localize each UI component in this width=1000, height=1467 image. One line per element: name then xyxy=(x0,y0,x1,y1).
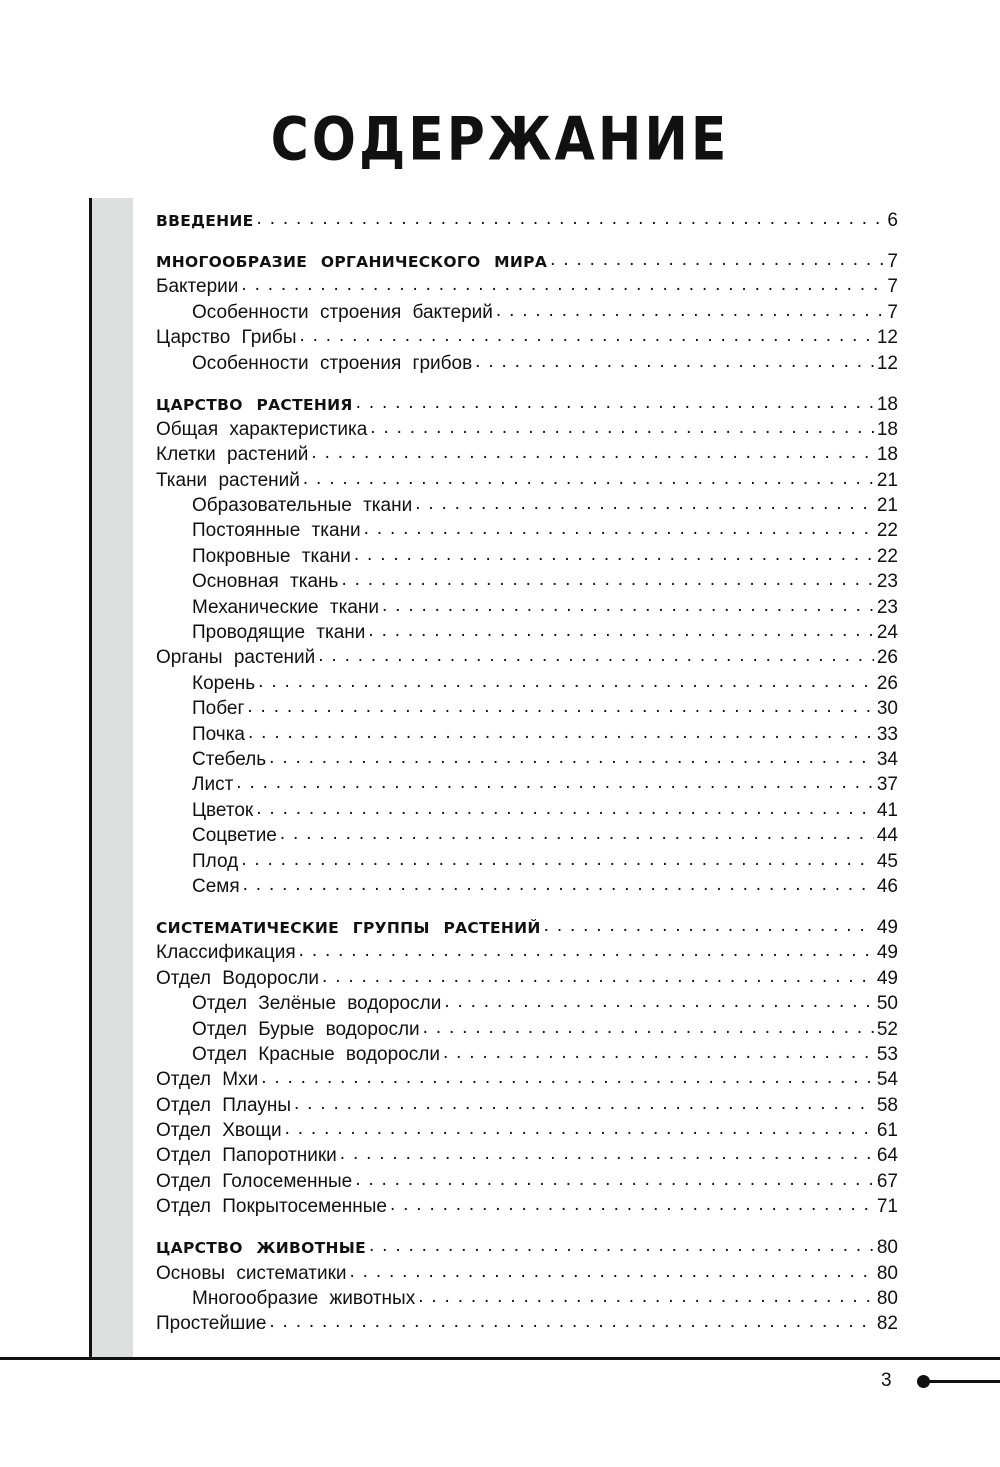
toc-entry[interactable] xyxy=(156,823,898,848)
toc-entry-label: Отдел Папоротники xyxy=(156,1145,337,1167)
toc-section-entry[interactable] xyxy=(156,249,898,274)
toc-entry[interactable] xyxy=(156,991,898,1016)
toc-entry-label: Особенности строения бактерий xyxy=(192,301,493,323)
dot-leader xyxy=(356,390,874,415)
toc-entry[interactable] xyxy=(156,1118,898,1143)
dot-leader xyxy=(269,745,874,770)
toc-entry[interactable] xyxy=(156,569,898,594)
dot-leader xyxy=(311,440,873,465)
toc-entry-page: 26 xyxy=(876,672,898,694)
dot-leader xyxy=(241,847,874,872)
toc-entry[interactable] xyxy=(156,274,898,299)
toc-entry-page: 54 xyxy=(876,1069,898,1091)
toc-entry-label: СИСТЕМАТИЧЕСКИЕ ГРУППЫ РАСТЕНИЙ xyxy=(156,918,541,937)
toc-entry[interactable] xyxy=(156,1017,898,1042)
toc-entry-label: ЦАРСТВО ЖИВОТНЫЕ xyxy=(156,1239,367,1258)
dot-leader xyxy=(355,1167,874,1192)
toc-entry-page: 18 xyxy=(876,418,898,440)
toc-entry-label: МНОГООБРАЗИЕ ОРГАНИЧЕСКОГО МИРА xyxy=(156,252,548,271)
toc-entry[interactable] xyxy=(156,671,898,696)
toc-entry-label: Ткани растений xyxy=(156,469,300,491)
dot-leader xyxy=(364,516,874,541)
toc-entry[interactable] xyxy=(156,1169,898,1194)
toc-entry-label: Клетки растений xyxy=(156,444,309,466)
toc-entry-label: Побег xyxy=(192,698,245,720)
toc-entry[interactable] xyxy=(156,1286,898,1311)
toc-entry-page: 49 xyxy=(876,916,898,938)
toc-entry-label: Простейшие xyxy=(156,1313,267,1335)
dot-leader xyxy=(544,913,874,938)
page-title: СОДЕРЖАНИЕ xyxy=(270,105,730,175)
toc-entry[interactable] xyxy=(156,722,898,747)
toc-section-entry[interactable] xyxy=(156,392,898,417)
dot-leader xyxy=(390,1192,874,1217)
dot-leader xyxy=(294,1091,874,1116)
table-of-contents xyxy=(156,208,898,1337)
toc-entry-label: Органы растений xyxy=(156,647,316,669)
dot-leader xyxy=(303,466,874,491)
toc-entry-page: 80 xyxy=(876,1262,898,1284)
toc-entry[interactable] xyxy=(156,1311,898,1336)
toc-entry-page: 64 xyxy=(876,1145,898,1167)
dot-leader xyxy=(247,694,873,719)
toc-entry-page: 21 xyxy=(876,469,898,491)
toc-entry[interactable] xyxy=(156,645,898,670)
toc-entry-page: 71 xyxy=(876,1196,898,1218)
toc-entry-label: Многообразие животных xyxy=(192,1288,416,1309)
toc-entry-label: Царство Грибы xyxy=(156,327,297,349)
footer-rule xyxy=(0,1357,1000,1360)
toc-entry-page: 23 xyxy=(876,596,898,618)
toc-entry[interactable] xyxy=(156,518,898,543)
toc-entry[interactable] xyxy=(156,1194,898,1219)
toc-entry-page: 52 xyxy=(876,1018,898,1040)
toc-entry-label: Механические ткани xyxy=(192,596,379,618)
dot-leader xyxy=(257,206,885,231)
toc-entry-label: Стебель xyxy=(192,749,267,770)
toc-entry-page: 24 xyxy=(876,622,898,644)
dot-leader xyxy=(236,770,874,795)
toc-entry-page: 53 xyxy=(876,1043,898,1065)
toc-entry-page: 18 xyxy=(876,393,898,415)
toc-entry[interactable] xyxy=(156,849,898,874)
dot-leader xyxy=(415,491,874,516)
toc-entry[interactable] xyxy=(156,1143,898,1168)
toc-entry[interactable] xyxy=(156,1042,898,1067)
toc-entry-label: ВВЕДЕНИЕ xyxy=(156,212,254,230)
toc-entry-page: 22 xyxy=(876,520,898,542)
toc-entry-page: 18 xyxy=(876,444,898,466)
toc-entry-label: Отдел Мхи xyxy=(156,1069,259,1091)
dot-leader xyxy=(550,247,884,272)
toc-entry[interactable] xyxy=(156,442,898,467)
dot-leader xyxy=(299,323,873,348)
footer-line xyxy=(925,1380,1000,1383)
toc-entry-page: 80 xyxy=(876,1288,898,1309)
toc-entry-page: 12 xyxy=(876,327,898,349)
toc-entry-label: Корень xyxy=(192,672,256,694)
toc-entry[interactable] xyxy=(156,1261,898,1286)
toc-entry[interactable] xyxy=(156,544,898,569)
toc-entry-page: 45 xyxy=(876,850,898,872)
toc-entry[interactable] xyxy=(156,493,898,518)
toc-entry-label: ЦАРСТВО РАСТЕНИЯ xyxy=(156,395,353,414)
toc-entry-label: Особенности строения грибов xyxy=(192,352,473,374)
toc-entry[interactable] xyxy=(156,874,898,899)
margin-band xyxy=(92,198,133,1359)
toc-entry[interactable] xyxy=(156,966,898,991)
dot-leader xyxy=(370,415,874,440)
dot-leader xyxy=(341,567,873,592)
dot-leader xyxy=(258,669,874,694)
dot-leader xyxy=(318,643,874,668)
toc-entry[interactable] xyxy=(156,772,898,797)
toc-entry-label: Отдел Плауны xyxy=(156,1094,291,1116)
toc-entry-label: Отдел Покрытосеменные xyxy=(156,1196,387,1218)
toc-entry-label: Бактерии xyxy=(156,276,239,298)
toc-entry-page: 44 xyxy=(876,825,898,847)
toc-entry-label: Почка xyxy=(192,723,246,745)
toc-entry-label: Соцветие xyxy=(192,825,277,847)
toc-entry-label: Классификация xyxy=(156,942,296,964)
toc-entry-page: 67 xyxy=(876,1170,898,1192)
dot-leader xyxy=(423,1015,874,1040)
dot-leader xyxy=(299,938,874,963)
page-number: 3 xyxy=(881,1370,892,1391)
toc-entry-page: 21 xyxy=(876,495,898,517)
toc-entry-label: Отдел Зелёные водоросли xyxy=(192,993,442,1015)
toc-entry-label: Отдел Голосеменные xyxy=(156,1170,353,1192)
toc-section-entry[interactable] xyxy=(156,915,898,940)
toc-entry[interactable] xyxy=(156,468,898,493)
dot-leader xyxy=(369,1233,874,1258)
dot-leader xyxy=(368,618,873,643)
dot-leader xyxy=(444,989,874,1014)
toc-entry-page: 49 xyxy=(876,942,898,964)
toc-entry-label: Отдел Хвощи xyxy=(156,1120,282,1142)
toc-entry-label: Покровные ткани xyxy=(192,545,351,567)
toc-entry-page: 23 xyxy=(876,571,898,593)
toc-entry-label: Основная ткань xyxy=(192,571,339,593)
toc-entry-page: 26 xyxy=(876,647,898,669)
toc-entry-label: Отдел Красные водоросли xyxy=(192,1043,440,1065)
toc-entry-page: 22 xyxy=(876,545,898,567)
dot-leader xyxy=(418,1284,874,1309)
dot-leader xyxy=(241,272,884,297)
toc-entry-label: Цветок xyxy=(192,799,254,821)
toc-entry[interactable] xyxy=(156,696,898,721)
toc-entry-label: Постоянные ткани xyxy=(192,520,361,542)
toc-entry-label: Плод xyxy=(192,850,239,872)
dot-leader xyxy=(350,1259,874,1284)
toc-entry-page: 80 xyxy=(876,1237,898,1259)
toc-entry-label: Отдел Бурые водоросли xyxy=(192,1018,420,1040)
toc-entry-label: Лист xyxy=(192,774,234,796)
toc-entry[interactable] xyxy=(156,351,898,376)
toc-entry-page: 30 xyxy=(876,698,898,720)
toc-entry-page: 7 xyxy=(887,301,898,323)
dot-leader xyxy=(243,872,874,897)
dot-leader xyxy=(269,1309,873,1334)
toc-entry[interactable] xyxy=(156,325,898,350)
toc-entry[interactable] xyxy=(156,747,898,772)
toc-entry-page: 34 xyxy=(876,749,898,770)
toc-entry-label: Проводящие ткани xyxy=(192,622,366,644)
dot-leader xyxy=(285,1116,874,1141)
toc-entry[interactable] xyxy=(156,300,898,325)
dot-leader xyxy=(340,1141,874,1166)
toc-entry[interactable] xyxy=(156,940,898,965)
toc-entry-page: 61 xyxy=(876,1120,898,1142)
dot-leader xyxy=(256,796,874,821)
dot-leader xyxy=(261,1065,874,1090)
dot-leader xyxy=(322,964,874,989)
toc-entry-page: 7 xyxy=(887,276,898,298)
toc-entry-page: 6 xyxy=(887,210,898,231)
toc-entry-page: 46 xyxy=(876,875,898,897)
toc-entry-label: Основы систематики xyxy=(156,1262,347,1284)
toc-entry-page: 49 xyxy=(876,967,898,989)
toc-section-entry[interactable] xyxy=(156,1235,898,1260)
toc-entry[interactable] xyxy=(156,1093,898,1118)
toc-entry[interactable] xyxy=(156,620,898,645)
dot-leader xyxy=(496,298,885,323)
toc-entry-label: Семя xyxy=(192,875,240,897)
toc-entry-page: 41 xyxy=(876,799,898,821)
toc-entry[interactable] xyxy=(156,595,898,620)
toc-entry-page: 58 xyxy=(876,1094,898,1116)
toc-entry-label: Отдел Водоросли xyxy=(156,967,320,989)
toc-entry-label: Общая характеристика xyxy=(156,418,368,440)
toc-section-entry[interactable] xyxy=(156,208,898,233)
toc-entry[interactable] xyxy=(156,1067,898,1092)
dot-leader xyxy=(443,1040,874,1065)
toc-entry-label: Образовательные ткани xyxy=(192,495,413,517)
dot-leader xyxy=(248,720,874,745)
dot-leader xyxy=(354,542,874,567)
dot-leader xyxy=(280,821,874,846)
toc-entry-page: 50 xyxy=(876,993,898,1015)
toc-entry-page: 37 xyxy=(876,774,898,796)
toc-entry-page: 7 xyxy=(887,250,898,272)
dot-leader xyxy=(382,593,874,618)
toc-entry-page: 33 xyxy=(876,723,898,745)
toc-entry[interactable] xyxy=(156,798,898,823)
toc-entry[interactable] xyxy=(156,417,898,442)
toc-entry-page: 82 xyxy=(876,1313,898,1335)
dot-leader xyxy=(475,349,874,374)
toc-entry-page: 12 xyxy=(876,352,898,374)
